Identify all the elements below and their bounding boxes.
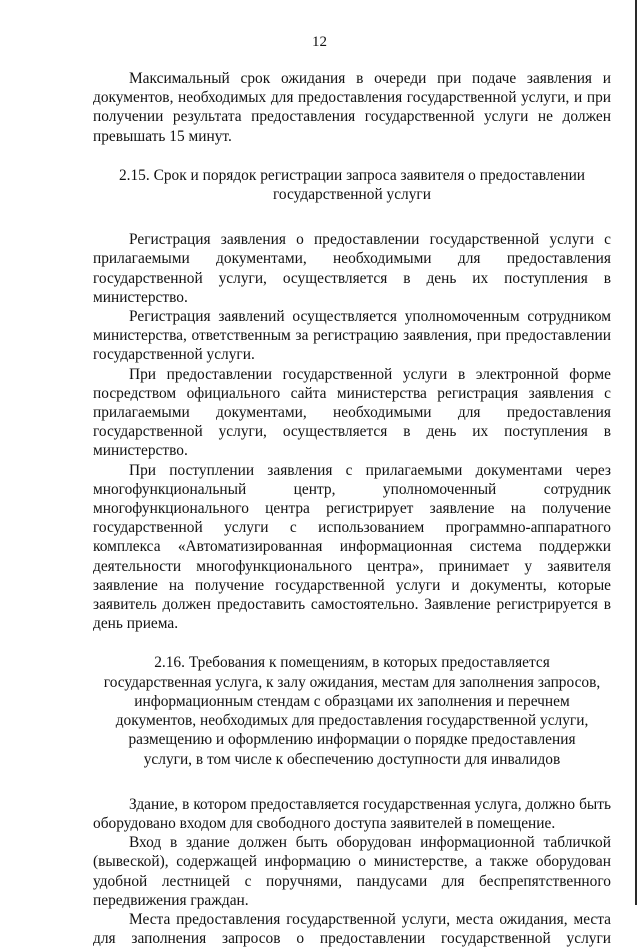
paragraph-premises-1: Здание, в котором предоставляется государственная услуга, должно быть оборудовано входом для свободного доступа заявителей в помещение. — [93, 795, 611, 832]
section-heading-2-16: 2.16. Требования к помещениям, в которых предоставляется государственная услуга, к залу ожидания, местам для заполнения запросов, информационным стендам с образцами их заполнения и перечнем документов, необходимых для предоставления государственной услуги, размещению и оформлению информации о порядке предоставления услуги, в том числе к обеспечению доступности для инвалидов — [103, 654, 601, 768]
scan-edge-line — [635, 0, 637, 905]
paragraph-premises-3: Места предоставления государственной услуги, места ожидания, места для заполнения запросов о предоставлении государственной услуги — [93, 910, 611, 948]
paragraph-registration-3: При предоставлении государственной услуги в электронной форме посредством официального сайта министерства регистрация заявления с прилагаемыми документами, необходимыми для предоставления государственной услуги, осуществляется в день их поступления в министерство. — [93, 365, 611, 460]
page-number: 12 — [312, 34, 327, 50]
document-body — [93, 69, 611, 948]
paragraph-registration-2: Регистрация заявлений осуществляется уполномоченным сотрудником министерства, ответственным за регистрацию заявления, при предоставлении государственной услуги. — [93, 308, 611, 364]
paragraph-premises-2: Вход в здание должен быть оборудован информационной табличкой (вывеской), содержащей информацию о министерстве, а также оборудован удобной лестницей с поручнями, пандусами для беспрепятственного передвижения граждан. — [93, 834, 611, 909]
paragraph-waiting-time: Максимальный срок ожидания в очереди при подаче заявления и документов, необходимых для предоставления государственной услуги, и при получении результата предоставления государственной услуги не должен превышать 15 минут. — [93, 70, 611, 145]
paragraph-registration-1: Регистрация заявления о предоставлении государственной услуги с прилагаемыми документами, необходимыми для предоставления государственной услуги, осуществляется в день их поступления в министерство. — [93, 231, 611, 306]
paragraph-registration-4: При поступлении заявления с прилагаемыми документами через многофункциональный центр, уполномоченный сотрудник многофункционального центра регистрирует заявление на получение государственной услуги с использованием программно-аппаратного комплекса «Автоматизированная информационная система поддержки деятельности многофункционального центра», принимает у заявителя заявление на получение государственной услуги и документы, которые заявитель должен предоставить самостоятельно. Заявление регистрируется в день приема. — [93, 461, 611, 633]
section-heading-2-15: 2.15. Срок и порядок регистрации запроса заявителя о предоставлении государственной услуги — [118, 166, 586, 204]
